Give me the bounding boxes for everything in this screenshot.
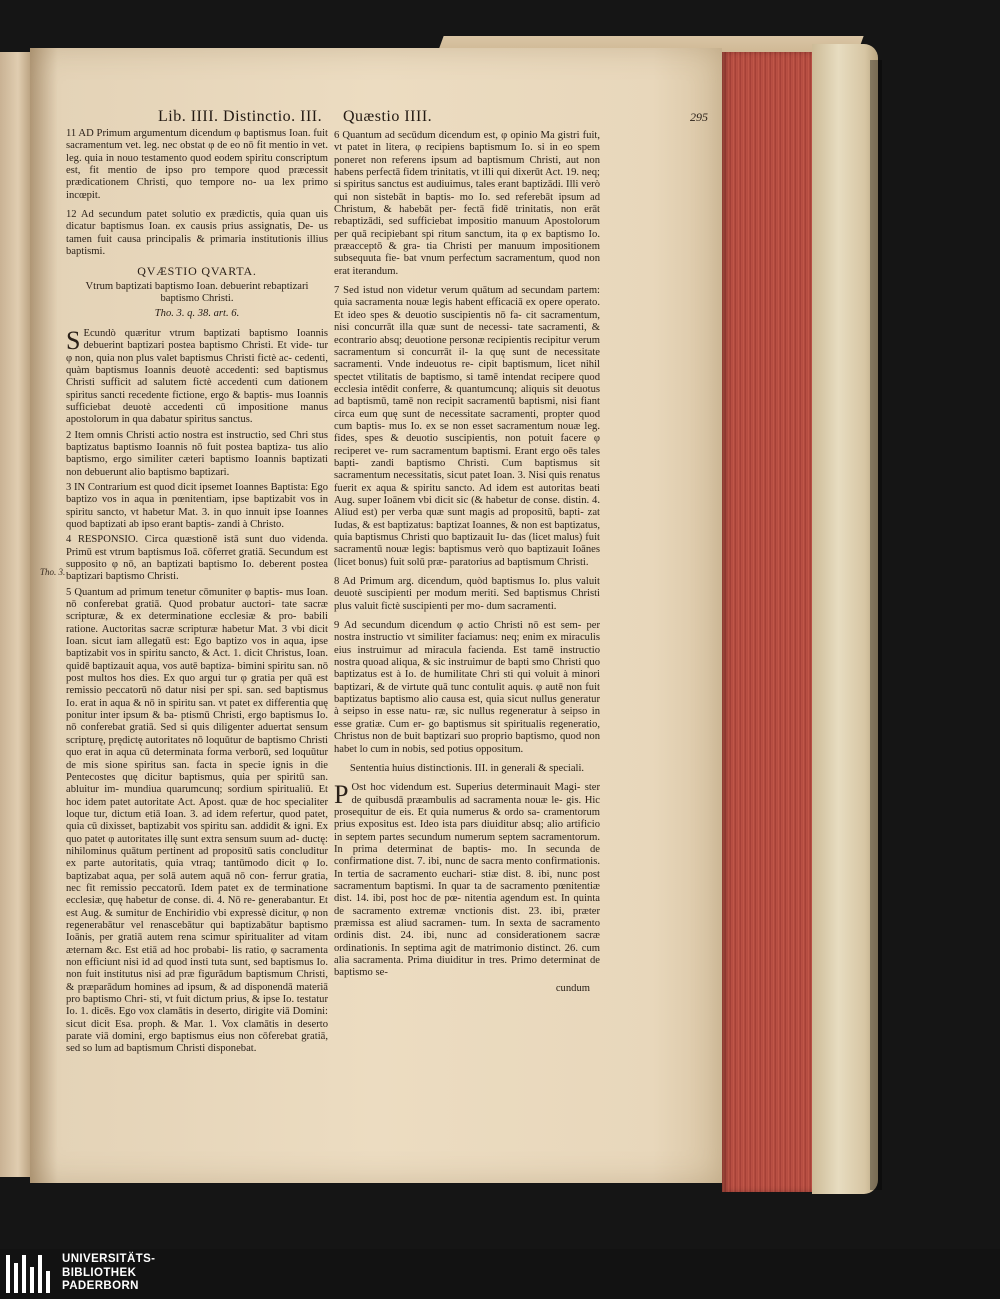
quaestio-title: Vtrum baptizati baptismo Ioan. debuerint rebaptizari baptismo Christi. bbox=[85, 280, 309, 305]
paragraph-text: Ost hoc videndum est. Superius determinauit Magi- ster de quibusdā præambulis ad sacramenta nouæ le- gis. Hic prosequitur de eis. Et quia numerus & ordo sa- cramentorum prius expositus est. Ideo ista pars diuiditur absq; alio artificio in septem partes secundum numerum septem sacramentorum. In prima determinat de baptis- mo. In secunda de confirmatione dist. 7. ibi, nunc de sacra mento confirmationis. In tertia de sacramento euchari- stiæ dist. 8. ibi, nunc post sacramentum baptismi. In quar ta de sacramento pœnitentiæ dist. 14. ibi, post hoc de pœ- nitentia agendum est. In quinta de sacramento extremæ vnctionis dist. 23. ibi, præter præmissa est aliud sacramen- tum. In sexta de sacramento ordinis dist. 24. ibi, nunc ad considerationem sacræ ordinationis. In septima agit de matrimonio distinct. 26. cum alia sacramenta. Prima diuiditur in tres. Primo determinat de baptismo se- bbox=[334, 782, 600, 979]
paragraph: 12 Ad secundum patet solutio ex prædictis, quia quan uis dicatur baptismus Ioan. ex causis prius assignatis, De- us tamen fuit causa principalis & primaria institutionis illius baptismi. bbox=[66, 209, 328, 258]
paragraph: 5 Quantum ad primum tenetur cōmuniter φ baptis- mus Ioan. nō conferebat gratiā. Quod probatur auctori- tate sacræ scripturæ, & ex determinatione ecclesiæ & pro- babili ratione. Auctoritas sacræ scripturæ habetur Mat. 3 vbi dicit Ioan. sicut iam allegatū est: Ego baptizo vos in aqua, ipse baptizabit vos in spiritu sancto, & Act. 1. dicit Christus, Ioan. quidē baptizauit aqua, vos autē baptiza- bimini spiritu san. nō post multos hos dies. Ex quo argui tur φ gratia per quā est remissio peccatorū nō datur nisi per spi. san. sed baptismus Io. erat in aqua & nō in spiritu san. vt patet ex differentia quę ponitur inter ipsum & ba- ptismū Christi, ergo baptismus Io. nō conferebat gratiā. Sed si quis diligenter aduertat sensum scripturę, prędictę autoritates nō loquūtur de baptismo Christi quo erat in aqua cū determinata forma verborū, sed loquūtur de mis sione spiritus san. facta in specie ignis in die Pentecostes quę dicitur baptismus, quia per spiritū san. abluitur im- mundiua quarumcunq; sordium spiritualiū. Et hoc idem patet autoritate Act. Apost. quæ de hoc specialiter loque tur, dictum etiā Ioan. 3. ad idem refertur, quod patet, quia cū dixisset, baptizabit vos spiritu san. addidit & igni. Ex quo patet φ autoritates illę sunt extra sensum suum ad- ductę: nihilominus quātum pertinent ad propositū satis concluditur ex parte autoritatis, quia vtraq; tantūmodo dicit φ Io. baptizabat aqua, per solā autem aquā nō con- ferrur gratia, nec fit remissio peccatorū. Idem patet ex de terminatione ecclesiæ, quę habetur de conse. di. 4. Nō re- generabantur. Et est Aug. & sumitur de Enchiridio vbi expressè dicitur, φ non regenerabātur vel renascebātur qui baptizabātur baptismo Ioānis, per gratiā autem rena scimur spiritualiter ad vitam æternam &c. Est etiā ad hoc probabi- lis ratio, φ sacramenta non efficiunt nisi id ad quod insti tuta sunt, sed baptismus Io. non fuit institutus nisi ad præ figurādum baptismum Christi, & præparādum homines ad ipsum, & ad disponendā materiā pro baptismo Chri- sti, vt fuit dictum prius, & ipse Io. testatur Io. 1. dicēs. Ego vox clamātis in deserto, dirigite viā Domini: sicut dicit Esa. proph. & Mar. 1. Vox clamātis in deserto parate viā domini, ergo baptismus eius non cōferebat gratiā, sed so lum ad baptismum Christi disponebat. bbox=[66, 586, 328, 1055]
running-head-right: Quæstio IIII. bbox=[343, 108, 433, 125]
logo-line: BIBLIOTHEK bbox=[62, 1266, 137, 1279]
library-logo-icon bbox=[4, 1253, 52, 1295]
binding-shadow bbox=[870, 60, 882, 1190]
sententia-heading: Sententia huius distinctionis. III. in generali & speciali. bbox=[349, 762, 585, 774]
red-page-edges bbox=[722, 52, 814, 1192]
logo-line: UNIVERSITÄTS- bbox=[62, 1253, 156, 1265]
library-footer bbox=[0, 1249, 1000, 1299]
folio-number: 295 bbox=[690, 110, 708, 124]
vellum-binding bbox=[812, 44, 878, 1194]
quaestio-heading: QVÆSTIO QVARTA. bbox=[137, 264, 257, 279]
catchword: cundum bbox=[555, 982, 590, 994]
margin-note: Tho. 3. bbox=[40, 567, 66, 577]
paragraph: 2 Item omnis Christi actio nostra est instructio, sed Chri stus baptizatus baptismo Ioannis nō fuit postea baptiza- tus alio baptismo, ergo similiter cæteri baptismo Ioannis baptizati non debuerunt alio baptismo baptizari. bbox=[66, 429, 328, 478]
logo-line: PADERBORN bbox=[62, 1280, 139, 1292]
facing-page-edge bbox=[0, 52, 30, 1177]
paragraph: 8 Ad Primum arg. dicendum, quòd baptismus Io. plus valuit deuotè suscipienti per modum meriti. Sed baptismus Christi plus valuit fictè suscipienti per mo- dum sacramenti. bbox=[334, 576, 600, 612]
right-text-column bbox=[334, 130, 600, 1002]
running-head-left: Lib. IIII. Distinctio. III. bbox=[158, 108, 323, 125]
library-logo-text bbox=[62, 1253, 155, 1294]
paragraph-text: Ecundò quæritur vtrum baptizati baptismo Ioannis debuerint baptizari postea baptismo Christi. Et vide- tur φ non, quia non plus valet baptismus Christi fictè ac- cedenti, quàm baptismus Ioannis deuotè accedenti: sed baptismus Christi sufficit ad salutem fictè accedenti cum dationem spiritus sancti recedente fictione, ergo & baptis- mus Ioannis sufficiebat deuotè accedenti cū impositione manus apostolorum in qua dabatur spiritus sanctus. bbox=[66, 327, 328, 426]
paragraph bbox=[334, 782, 600, 980]
paragraph: 3 IN Contrarium est quod dicit ipsemet Ioannes Baptista: Ego baptizo vos in aqua in pœnitentiam, ipse baptizabit vos in spiritu sancto, vt habetur Mat. 3. in quo innuit ipse Ioannes quod baptizati ab ipso erant baptis- zandi à Christo. bbox=[66, 481, 328, 530]
paragraph: 7 Sed istud non videtur verum quātum ad secundam partem: quia sacramenta nouæ legis habent efficaciā ex opere operato. Et ideo spes & deuotio suscipientis nō fa- cit sacramentum, nisi concurrāt illa quæ sunt de necessi- tate sacramenti, & econtrario absq; deuotione personæ recipientis recipitur verum sacramentum si concurrāt il- la quę sunt de necessitate sacramenti. Vnde indeuotus re- cipit baptismum, licet nihil spectet vtilitatis de baptismo, si tamē intendat recipere quod ecclesia intēdit conferre, & quantumcunq; aliquis sit deuotus ad baptismū, tamē non recipit sacramentū baptismi, nisi fiant circa eum quę sunt de necessitate sacramenti, propter quod cum baptis- mus Io. ex se non esset sacramentum nouæ leg. fides, spes & deuotio suscipientis, non potuit facere φ reciperet ve- rum sacramentum baptismi. Erant ergo oēs tales bapti- zandi baptismo Christi. Cum baptismus sit sacramentum necessitatis, sicut patet Ioan. 3. Nisi quis renatus fuerit ex aqua & spiritu sancto. Ad idem est autoritas beati Aug. super Ioānem vbi dicit sic (& habetur de conse. distin. 4. Aliud est) per verba quæ sunt magis ad propositū, bapti- zat Iudas, & est baptizatus: baptizat Ioannes, & non est baptizatus, quia baptismus Christi quo baptizauit Iu- das (licet malus) fuit sacramentū nouæ legis: baptismus verò quo baptizauit Ioānes (licet bonus) fuit solū præ- paratorius ad baptismum Christi. bbox=[334, 285, 600, 568]
paragraph: 9 Ad secundum dicendum φ actio Christi nō est sem- per nostra instructio vt similiter faciamus: neq; enim ex miraculis eius instruimur ad miracula facienda. Est tamē instructio nostra quoad aliqua, & sic instruimur de bapti smo Christi quo baptizatus est à Io. de humilitate Chri sti qui voluit à minori baptizari, & de virtute quā tunc contulit aquis. φ autē non fuit baptizatus baptismo alio causa est, quia sicut nullus generatur à seipso in esse natu- ræ, sic nullus regeneratur à seipso in esse gratiæ. Cum er- go baptismus sit spiritualis regeneratio, Christus non de buit baptizari suo proprio baptismo, quod non habet lo cum in nobis, sed potius oppositum. bbox=[334, 620, 600, 755]
drop-capital: P bbox=[334, 780, 349, 810]
paragraph: 6 Quantum ad secūdum dicendum est, φ opinio Ma gistri fuit, vt patet in litera, φ recipiens baptismum Io. si in eo spem poneret non referens ipsum ad baptismum Christi, aut non habens perfectā fidem trinitatis, vt illi qui dixerūt Act. 19. neq; si spiritus sanctus est audiuimus, tales erant baptizādi. Illi verò qui non sistebāt in baptis- mo Io. sed referebāt ipsum ad Christum, & habebāt per- fectā fidē trinitatis, non erāt rebaptizādi, sed sufficiebat impositio manuum Apostolorum per quā recipiebant spi ritum sanctum, ita φ ex baptismo Io. præacceptō & gra- tia Christi per manuum impositionem subsequuta fie- bat vnum perfectum sacramentum, quod non erat iterandum. bbox=[334, 130, 600, 277]
paragraph: 11 AD Primum argumentum dicendum φ baptismus Ioan. fuit sacramentum vet. leg. nec obstat φ de eo nō fit mentio in vet. leg. quia in nouo testamento quod eodem spiritu conscriptum est, fit mentio de ipso pro tempore quod præcessit prædicationem Christi, quo tempore no- ua lex primo incœpit. bbox=[66, 128, 328, 201]
left-text-column bbox=[66, 128, 328, 1059]
drop-capital: S bbox=[66, 325, 81, 355]
paragraph: 4 RESPONSIO. Circa quæstionē istā sunt duo videnda. Primū est vtrum baptismus Ioā. cōferret gratiā. Secundum est supposito φ nō, an baptizati baptismo Io. deberent postea baptizari baptismo Christi. bbox=[66, 534, 328, 583]
paragraph bbox=[66, 325, 328, 427]
quaestio-reference: Tho. 3. q. 38. art. 6. bbox=[154, 308, 240, 320]
